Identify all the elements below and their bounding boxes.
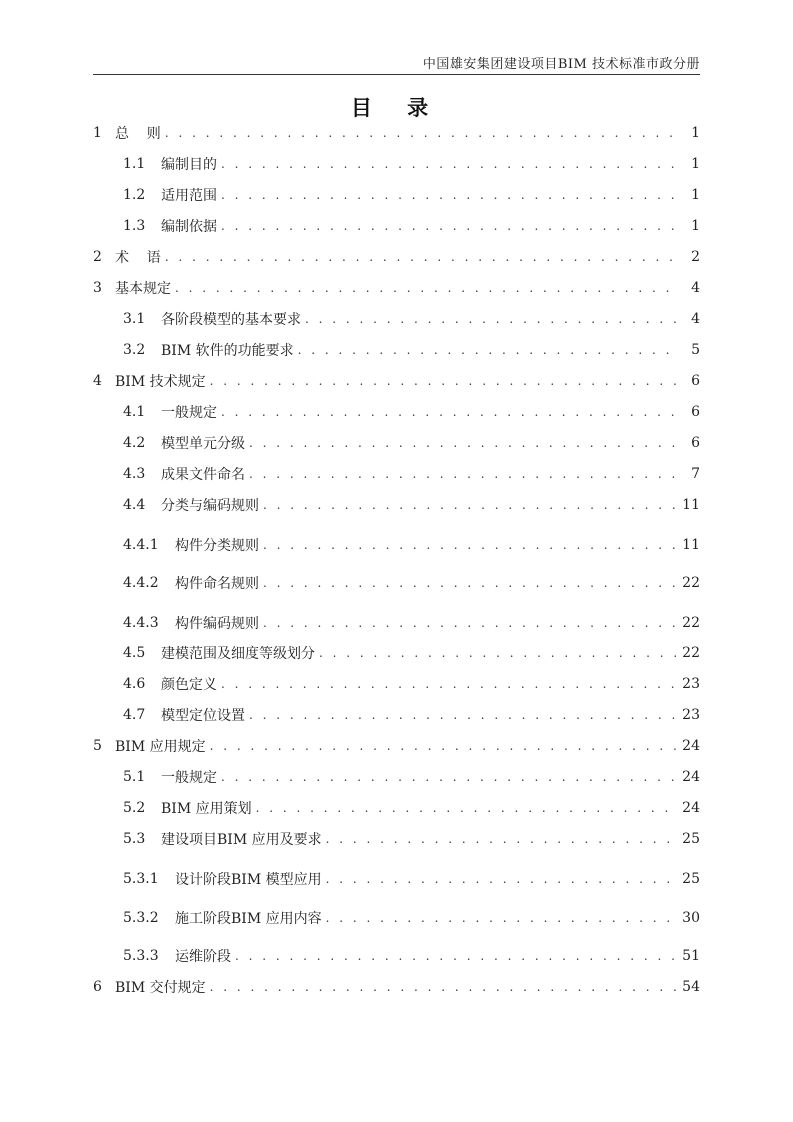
toc-entry[interactable]	[93, 309, 700, 329]
toc-dot-leader	[221, 216, 680, 236]
toc-entry-page-number: 6	[691, 435, 700, 451]
page-title: 目 录	[350, 95, 443, 120]
toc-entry-number: 5.3	[123, 831, 146, 847]
toc-entry-title: 术 语	[115, 250, 161, 266]
toc-entry-number: 4.4.2	[123, 575, 159, 591]
toc-entry[interactable]	[93, 154, 700, 174]
toc-entry-title: 模型单元分级	[161, 436, 245, 452]
header-rule	[93, 74, 700, 75]
toc-dot-leader	[175, 278, 680, 298]
toc-entry-title: BIM 软件的功能要求	[161, 343, 294, 359]
running-header: 中国雄安集团建设项目BIM 技术标准市政分册	[422, 57, 700, 72]
toc-entry-page-number: 25	[682, 871, 700, 887]
toc-entry-title: 成果文件命名	[161, 467, 245, 483]
toc-entry[interactable]	[93, 946, 700, 966]
toc-entry-page-number: 1	[691, 125, 700, 141]
toc-entry-page-number: 22	[682, 575, 700, 591]
toc-entry[interactable]	[93, 613, 700, 633]
toc-entry-title: BIM 交付规定	[115, 980, 206, 996]
toc-entry-page-number: 24	[682, 738, 700, 754]
toc-dot-leader	[221, 674, 676, 694]
toc-entry[interactable]	[93, 908, 700, 928]
toc-entry-number: 4	[93, 373, 102, 389]
toc-dot-leader	[256, 798, 677, 818]
toc-entry-number: 3.2	[123, 342, 146, 358]
toc-entry[interactable]	[93, 767, 700, 787]
toc-entry-page-number: 24	[682, 800, 700, 816]
toc-entry-page-number: 2	[691, 249, 700, 265]
toc-entry-title: 构件命名规则	[175, 576, 259, 592]
toc-entry[interactable]	[93, 573, 700, 593]
toc-entry[interactable]	[93, 433, 700, 453]
toc-entry-title: 模型定位设置	[161, 708, 245, 724]
toc-entry[interactable]	[93, 643, 700, 663]
toc-entry-page-number: 51	[682, 948, 700, 964]
toc-entry-number: 4.4.1	[123, 537, 159, 553]
toc-entry[interactable]	[93, 278, 700, 298]
toc-entry[interactable]	[93, 371, 700, 391]
toc-entry-number: 5.3.3	[123, 948, 159, 964]
toc-entry-title: BIM 应用规定	[115, 739, 206, 755]
toc-entry-page-number: 23	[682, 676, 700, 692]
toc-dot-leader	[235, 946, 676, 966]
toc-entry-page-number: 11	[682, 537, 700, 553]
toc-entry-page-number: 4	[691, 280, 700, 296]
toc-entry-number: 4.4	[123, 497, 146, 513]
toc-entry[interactable]	[93, 185, 700, 205]
toc-entry-page-number: 23	[682, 707, 700, 723]
toc-dot-leader	[210, 977, 677, 997]
toc-dot-leader	[165, 247, 680, 267]
toc-dot-leader	[263, 573, 676, 593]
toc-entry[interactable]	[93, 829, 700, 849]
toc-dot-leader	[221, 185, 680, 205]
toc-entry[interactable]	[93, 977, 700, 997]
toc-entry-number: 5.1	[123, 769, 146, 785]
toc-entry-number: 4.1	[123, 404, 146, 420]
toc-dot-leader	[249, 433, 680, 453]
toc-entry-page-number: 22	[682, 645, 700, 661]
toc-entry[interactable]	[93, 798, 700, 818]
toc-entry[interactable]	[93, 535, 700, 555]
toc-entry[interactable]	[93, 402, 700, 422]
toc-entry-number: 4.2	[123, 435, 146, 451]
toc-entry-page-number: 25	[682, 831, 700, 847]
toc-dot-leader	[298, 340, 680, 360]
toc-entry-title: 颜色定义	[161, 677, 217, 693]
toc-entry-title: 总 则	[115, 126, 161, 142]
toc-entry-number: 4.3	[123, 466, 146, 482]
toc-dot-leader	[326, 869, 677, 889]
toc-entry-title: 建设项目BIM 应用及要求	[161, 832, 322, 848]
toc-entry-title: 基本规定	[115, 281, 171, 297]
toc-entry-number: 5.3.2	[123, 910, 159, 926]
toc-entry[interactable]	[93, 340, 700, 360]
toc-entry-page-number: 6	[691, 404, 700, 420]
toc-entry-number: 1	[93, 125, 102, 141]
toc-entry-number: 4.6	[123, 676, 146, 692]
toc-entry-number: 6	[93, 979, 102, 995]
toc-entry-page-number: 5	[691, 342, 700, 358]
toc-entry-title: 编制目的	[161, 157, 217, 173]
toc-entry-page-number: 1	[691, 218, 700, 234]
toc-entry[interactable]	[93, 705, 700, 725]
toc-dot-leader	[221, 402, 680, 422]
toc-entry-number: 5.3.1	[123, 871, 159, 887]
toc-entry[interactable]	[93, 674, 700, 694]
toc-dot-leader	[263, 613, 676, 633]
toc-entry-page-number: 1	[691, 187, 700, 203]
toc-entry-number: 5	[93, 738, 102, 754]
toc-entry-number: 1.2	[123, 187, 146, 203]
toc-entry[interactable]	[93, 736, 700, 756]
toc-entry-number: 5.2	[123, 800, 146, 816]
toc-entry-title: BIM 技术规定	[115, 374, 206, 390]
toc-dot-leader	[210, 371, 680, 391]
toc-entry-page-number: 7	[691, 466, 700, 482]
toc-entry[interactable]	[93, 464, 700, 484]
toc-entry-title: BIM 应用策划	[161, 801, 252, 817]
toc-dot-leader	[305, 309, 680, 329]
toc-entry-number: 4.5	[123, 645, 146, 661]
toc-entry-title: 设计阶段BIM 模型应用	[175, 872, 322, 888]
toc-entry[interactable]	[93, 495, 700, 515]
toc-entry-page-number: 6	[691, 373, 700, 389]
toc-entry-title: 分类与编码规则	[161, 498, 259, 514]
toc-entry-number: 1.1	[123, 156, 146, 172]
toc-entry-page-number: 30	[682, 910, 700, 926]
toc-dot-leader	[165, 123, 680, 143]
toc-entry[interactable]	[93, 216, 700, 236]
toc-entry-page-number: 1	[691, 156, 700, 172]
toc-entry-title: 适用范围	[161, 188, 217, 204]
toc-entry-title: 编制依据	[161, 219, 217, 235]
toc-dot-leader	[249, 705, 676, 725]
toc-dot-leader	[263, 495, 676, 515]
toc-dot-leader	[221, 767, 676, 787]
toc-entry-title: 构件编码规则	[175, 616, 259, 632]
toc-dot-leader	[319, 643, 676, 663]
toc-entry-title: 建模范围及细度等级划分	[161, 646, 315, 662]
toc-entry-page-number: 22	[682, 615, 700, 631]
toc-entry-number: 3	[93, 280, 102, 296]
toc-entry-number: 4.7	[123, 707, 146, 723]
toc-entry[interactable]	[93, 123, 700, 143]
toc-entry-title: 一般规定	[161, 405, 217, 421]
toc-dot-leader	[326, 908, 677, 928]
toc-entry-page-number: 4	[691, 311, 700, 327]
toc-entry-page-number: 24	[682, 769, 700, 785]
toc-entry-page-number: 11	[682, 497, 700, 513]
toc-entry-title: 一般规定	[161, 770, 217, 786]
toc-entry-title: 构件分类规则	[175, 538, 259, 554]
toc-entry[interactable]	[93, 247, 700, 267]
toc-dot-leader	[249, 464, 680, 484]
toc-entry-title: 各阶段模型的基本要求	[161, 312, 301, 328]
toc-dot-leader	[221, 154, 680, 174]
toc-entry[interactable]	[93, 869, 700, 889]
toc-entry-number: 1.3	[123, 218, 146, 234]
toc-entry-number: 4.4.3	[123, 615, 159, 631]
toc-dot-leader	[326, 829, 677, 849]
toc-entry-number: 2	[93, 249, 102, 265]
toc-dot-leader	[263, 535, 676, 555]
toc-dot-leader	[210, 736, 677, 756]
toc-entry-title: 运维阶段	[175, 949, 231, 965]
toc-entry-title: 施工阶段BIM 应用内容	[175, 911, 322, 927]
toc-entry-number: 3.1	[123, 311, 146, 327]
toc-entry-page-number: 54	[682, 979, 700, 995]
